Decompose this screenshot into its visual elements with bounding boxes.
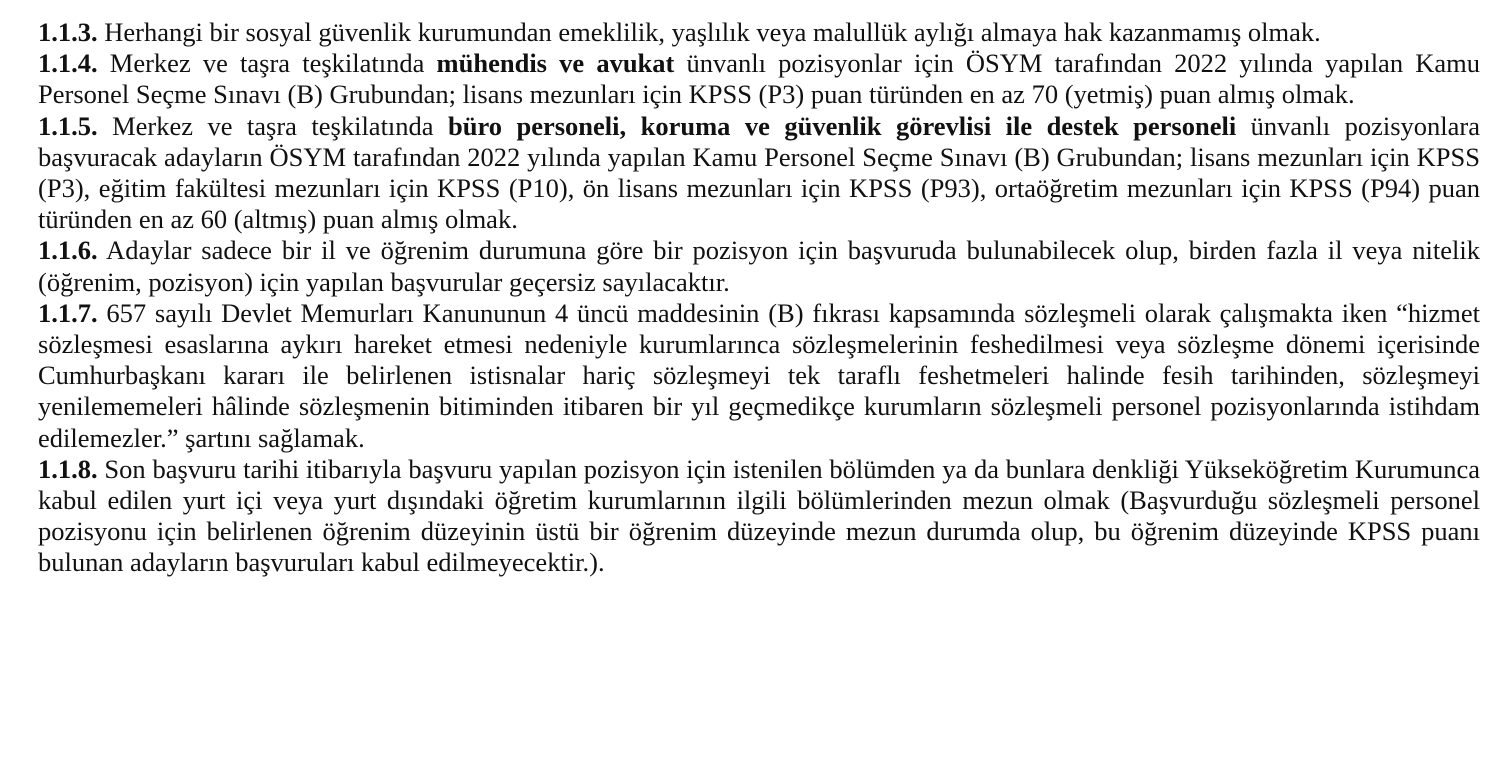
clause-1-1-8 (38, 454, 1480, 579)
clause-text: ünvanlı pozisyonlar için ÖSYM tarafından 2022 yılında yapılan Kamu Personel Seçme Sınavı (B) Grubundan; lisans mezunları için KPSS (P3) puan türünden en az 70 (yetmiş) puan almış olmak. (38, 48, 1480, 110)
clause-number: 1.1.4. (38, 48, 98, 79)
clause-emphasis: mühendis ve avukat (436, 48, 675, 79)
clause-1-1-4 (38, 48, 1480, 110)
clause-1-1-3 (38, 17, 1480, 48)
clause-text: Adaylar sadece bir il ve öğrenim durumuna göre bir pozisyon için başvuruda bulunabilecek olup, birden fazla il veya nitelik (öğrenim, pozisyon) için yapılan başvurular geçersiz sayılacaktır. (38, 235, 1480, 297)
clause-number: 1.1.3. (38, 17, 98, 47)
clause-number: 1.1.7. (38, 297, 98, 328)
clause-1-1-5 (38, 111, 1480, 236)
clause-1-1-7 (38, 298, 1480, 454)
clause-text: Merkez ve taşra teşkilatında (97, 110, 449, 141)
clause-number: 1.1.6. (38, 235, 98, 266)
clause-text: 657 sayılı Devlet Memurları Kanununun 4 üncü maddesinin (B) fıkrası kapsamında sözleşmeli olarak çalışmakta iken “hizmet sözleşmesi esaslarına aykırı hareket etmesi nedeniyle kurumlarınca sözleşmelerinin feshedilmesi veya sözleşme dönemi içerisinde Cumhurbaşkanı kararı ile belirlenen istisnalar hariç sözleşmeyi tek taraflı feshetmeleri halinde fesih tarihinden, sözleşmeyi yenilememeleri hâlinde sözleşmenin bitiminden itibaren bir yıl geçmedikçe kurumların sözleşmeli personel pozisyonlarında istihdam edilemezler.” şartını sağlamak. (38, 297, 1480, 453)
clause-text: Son başvuru tarihi itibarıyla başvuru yapılan pozisyon için istenilen bölümden ya da bunlara denkliği Yükseköğretim Kurumunca kabul edilen yurt içi veya yurt dışındaki öğretim kurumlarının ilgili bölümlerinden mezun olmak (Başvurduğu sözleşmeli personel pozisyonu için belirlenen öğrenim düzeyinin üstü bir öğrenim düzeyinde mezun durumda olup, bu öğrenim düzeyinde KPSS puanı bulunan adayların başvuruları kabul edilmeyecektir.). (38, 453, 1480, 578)
clause-text: Herhangi bir sosyal güvenlik kurumundan emeklilik, yaşlılık veya malullük aylığı almaya hak kazanmamış olmak. (97, 17, 1321, 47)
document-page (38, 17, 1480, 579)
clause-emphasis: büro personeli, koruma ve güvenlik görevlisi ile destek personeli (448, 110, 1237, 141)
clause-text: ünvanlı pozisyonlara başvuracak adayların ÖSYM tarafından 2022 yılında yapılan Kamu Personel Seçme Sınavı (B) Grubundan; lisans mezunları için KPSS (P3), eğitim fakültesi mezunları için KPSS (P10), ön lisans mezunları için KPSS (P93), ortaöğretim mezunları için KPSS (P94) puan türünden en az 60 (altmış) puan almış olmak. (38, 110, 1481, 235)
clause-1-1-6 (38, 235, 1480, 297)
clause-number: 1.1.8. (38, 453, 98, 484)
clause-number: 1.1.5. (38, 110, 98, 141)
clause-text: Merkez ve taşra teşkilatında (97, 48, 437, 79)
